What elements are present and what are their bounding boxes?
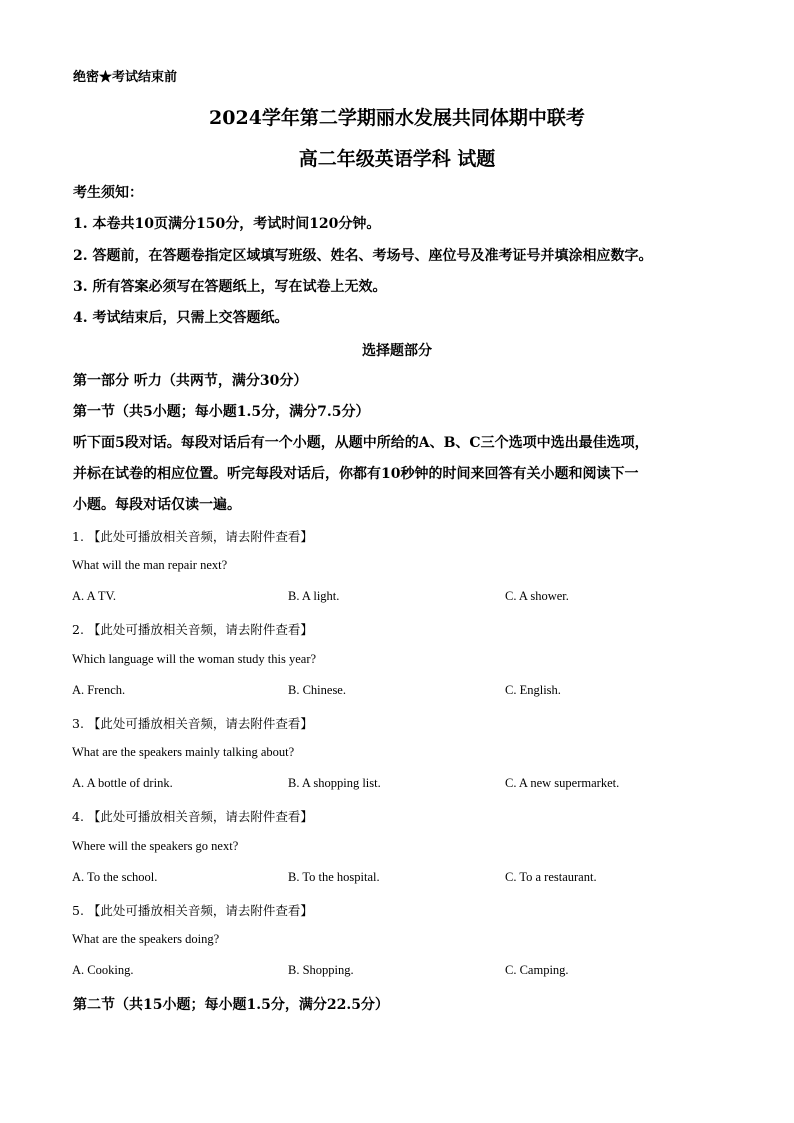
option-a: A. French. <box>72 683 126 697</box>
notice-heading: 考生须知： <box>73 185 143 201</box>
audio-placeholder[interactable]: 1. 【此处可播放相关音频，请去附件查看】 <box>72 529 313 544</box>
question-text: Where will the speakers go next? <box>72 839 239 853</box>
part-title: 第一部分 听力（共两节，满分30分） <box>73 373 308 389</box>
instructions-line: 小题。每段对话仅读一遍。 <box>73 497 241 513</box>
option-c: C. Camping. <box>505 963 569 977</box>
instructions-line: 并标在试卷的相应位置。听完每段对话后，你都有10秒钟的时间来回答有关小题和阅读下一 <box>73 466 639 482</box>
exam-title: 2024学年第二学期丽水发展共同体期中联考 <box>209 107 585 129</box>
instructions-line: 听下面5段对话。每段对话后有一个小题，从题中所给的A、B、C三个选项中选出最佳选项， <box>73 435 649 451</box>
confidential-label: 绝密★考试结束前 <box>73 70 178 85</box>
notice-item: 3. 所有答案必须写在答题纸上，写在试卷上无效。 <box>73 279 387 295</box>
option-b: B. A light. <box>288 589 340 603</box>
option-c: C. English. <box>505 683 561 697</box>
option-a: A. A TV. <box>72 589 117 603</box>
question-text: What are the speakers doing? <box>72 932 220 946</box>
option-c: C. To a restaurant. <box>505 870 597 884</box>
option-a: A. Cooking. <box>72 963 134 977</box>
option-b: B. To the hospital. <box>288 870 380 884</box>
exam-subtitle: 高二年级英语学科 试题 <box>298 148 496 170</box>
notice-item: 4. 考试结束后，只需上交答题纸。 <box>73 310 289 326</box>
option-c: C. A new supermarket. <box>505 776 620 790</box>
option-b: B. A shopping list. <box>288 776 381 790</box>
question-text: What are the speakers mainly talking about? <box>72 745 295 759</box>
subsection-title: 第一节（共5小题；每小题1.5分，满分7.5分） <box>73 404 370 420</box>
audio-placeholder[interactable]: 3. 【此处可播放相关音频，请去附件查看】 <box>72 716 313 731</box>
notice-item: 1. 本卷共10页满分150分，考试时间120分钟。 <box>73 216 381 232</box>
notice-item: 2. 答题前，在答题卷指定区域填写班级、姓名、考场号、座位号及准考证号并填涂相应数字。 <box>73 248 653 264</box>
question-text: Which language will the woman study this year? <box>72 652 317 666</box>
option-b: B. Shopping. <box>288 963 354 977</box>
option-a: A. A bottle of drink. <box>72 776 173 790</box>
question-text: What will the man repair next? <box>72 558 228 572</box>
option-b: B. Chinese. <box>288 683 346 697</box>
subsection-title: 第二节（共15小题；每小题1.5分，满分22.5分） <box>73 997 389 1013</box>
option-a: A. To the school. <box>72 870 158 884</box>
option-c: C. A shower. <box>505 589 569 603</box>
audio-placeholder[interactable]: 5. 【此处可播放相关音频，请去附件查看】 <box>72 903 313 918</box>
audio-placeholder[interactable]: 2. 【此处可播放相关音频，请去附件查看】 <box>72 622 313 637</box>
audio-placeholder[interactable]: 4. 【此处可播放相关音频，请去附件查看】 <box>72 809 313 824</box>
section-heading: 选择题部分 <box>362 343 432 359</box>
